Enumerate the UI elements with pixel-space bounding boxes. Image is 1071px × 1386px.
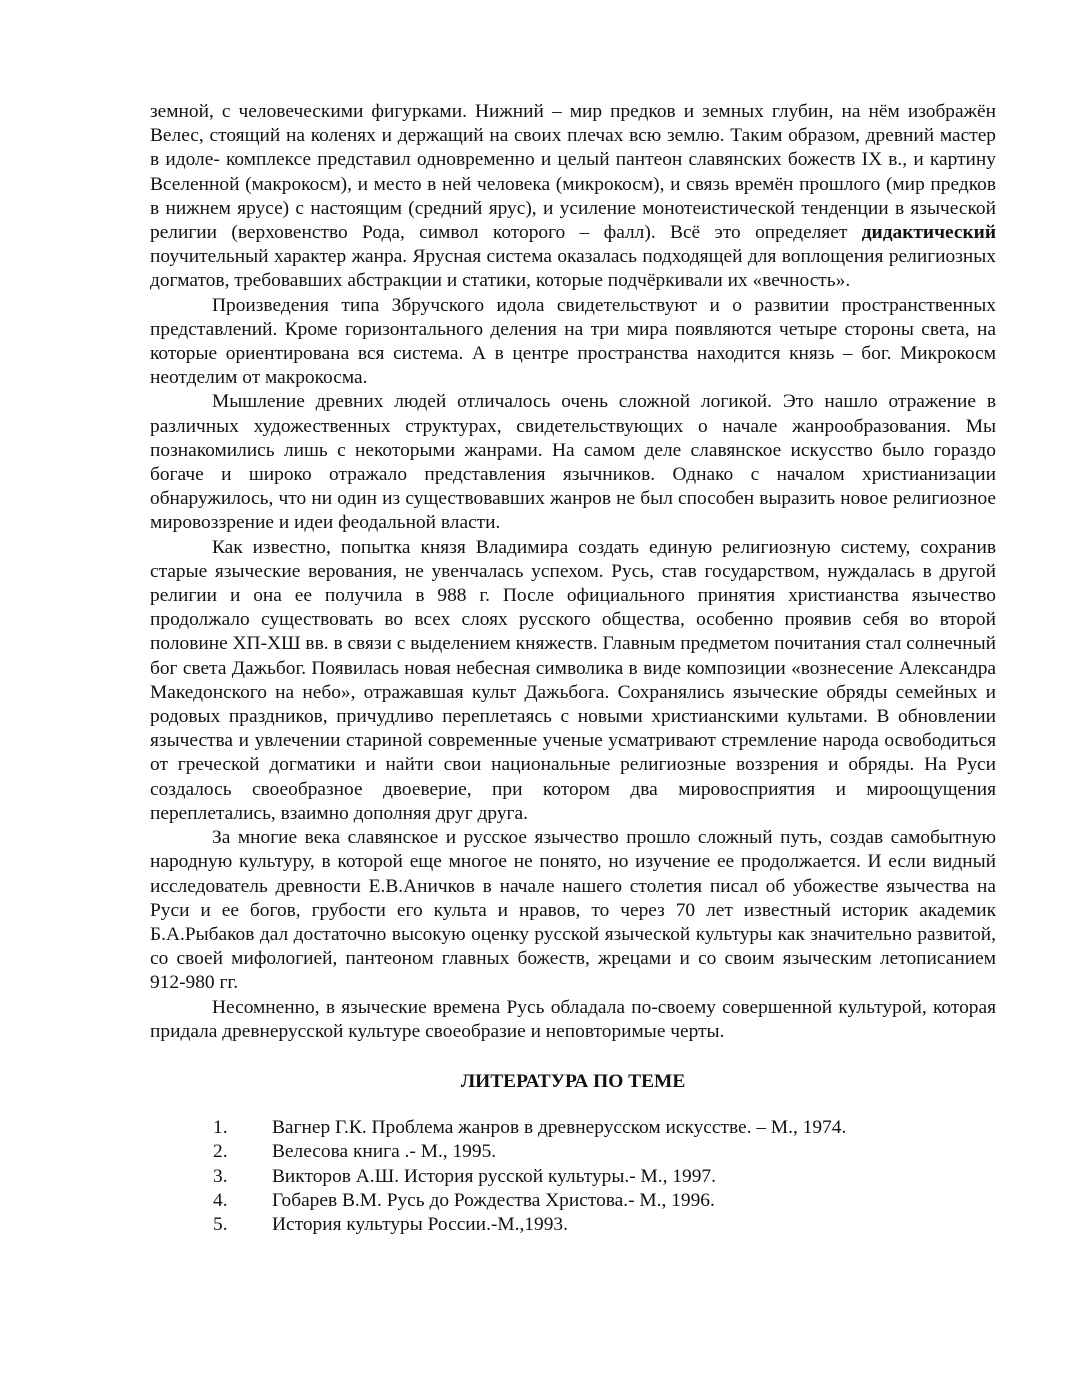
paragraph-6: Несомненно, в языческие времена Русь обладала по-своему совершенной культурой, которая придала древнерусской культуре своеобразие и неповторимые черты. (150, 996, 996, 1042)
paragraph-2: Произведения типа Збручского идола свидетельствуют и о развитии пространственных представлений. Кроме горизонтального деления на три мира появляются четыре стороны света, на которые ориентирована вся система. А в центре пространства находится князь – бог. Микрокосм неотделим от макрокосма. (150, 294, 996, 389)
paragraph-1-text-start: земной, с человеческими фигурками. Нижний – мир предков и земных глубин, на нём изображён Велес, стоящий на коленях и держащий на своих плечах всю землю. Таким образом, древний мастер в идоле- комплексе представил одновременно и целый пантеон славянских божеств IX в., и картину Вселенной (макрокосм), и место в ней человека (микрокосм), и связь времён прошлого (мир предков в нижнем ярусе) с настоящим (средний ярус), и усиление монотеистической тенденции в языческой религии (верховенство Рода, символ которого – фалл). Всё это определяет (150, 101, 996, 244)
reference-number: 2. (213, 1141, 228, 1163)
reference-text: Вагнер Г.К. Проблема жанров в древнерусском искусстве. – М., 1974. (272, 1117, 847, 1139)
reference-item (150, 1165, 996, 1189)
reference-text: История культуры России.-М.,1993. (272, 1213, 568, 1235)
references-list (150, 1116, 996, 1237)
references-heading: ЛИТЕРАТУРА ПО ТЕМЕ (460, 1070, 686, 1092)
paragraph-4: Как известно, попытка князя Владимира создать единую религиозную систему, сохранив старые языческие верования, не увенчалась успехом. Русь, став государством, нуждалась в другой религии и она ее получила в 988 г. После официального принятия христианства язычество продолжало существовать во всех слоях русского общества, особенно проявив себя во второй половине ХП-ХШ вв. в связи с выделением княжеств. Главным предметом почитания стал солнечный бог света Дажьбог. Появилась новая небесная символика в виде композиции «вознесение Александра Македонского на небо», отражавшая культ Дажьбога. Сохранялись языческие обряды семейных и родовых праздников, причудливо переплетаясь с новыми христианскими культами. В обновлении язычества и увлечении стариной современные ученые усматривают стремление народа освободиться от греческой догматики и найти свои национальные религиозные воззрения и обряды. На Руси создалось своеобразное двоеверие, при котором два мировосприятия и мироощущения переплетались, взаимно дополняя друг друга. (150, 536, 996, 824)
document-page (150, 100, 996, 1237)
reference-number: 5. (213, 1213, 228, 1235)
paragraph-1 (150, 100, 996, 294)
reference-item (150, 1116, 996, 1140)
reference-number: 4. (213, 1189, 228, 1211)
reference-text: Викторов А.Ш. История русской культуры.- М., 1997. (272, 1165, 716, 1187)
paragraph-3: Мышление древних людей отличалось очень сложной логикой. Это нашло отражение в различных художественных структурах, свидетельствующих о начале жанрообразования. Мы познакомились лишь с некоторыми жанрами. На самом деле славянское искусство было гораздо богаче и широко отражало представления язычников. Однако с началом христианизации обнаружилось, что ни один из существовавших жанров не был способен выразить новое религиозное мировоззрение и идеи феодальной власти. (150, 391, 996, 534)
reference-number: 1. (213, 1117, 228, 1139)
bold-term: дидактический (861, 222, 996, 244)
reference-text: Гобарев В.М. Русь до Рождества Христова.- М., 1996. (272, 1189, 715, 1211)
reference-item (150, 1213, 996, 1237)
paragraph-5: За многие века славянское и русское язычество прошло сложный путь, создав самобытную народную культуру, в которой еще многое не понято, но изучение ее продолжается. И если видный исследователь древности Е.В.Аничков в начале нашего столетия писал об убожестве язычества на Руси и ее богов, грубости его культа и нравов, то через 70 лет известный историк академик Б.А.Рыбаков дал достаточно высокую оценку русской языческой культуры как значительно развитой, со своей мифологией, пантеоном главных божеств, жрецами и со своим языческим летописанием 912-980 гг. (150, 827, 996, 994)
reference-text: Велесова книга .- М., 1995. (272, 1141, 497, 1163)
reference-number: 3. (213, 1165, 228, 1187)
reference-item (150, 1140, 996, 1164)
reference-item (150, 1189, 996, 1213)
paragraph-1-text-end: поучительный характер жанра. Ярусная система оказалась подходящей для воплощения религиозных догматов, требовавших абстракции и статики, которые подчёркивали их «вечность». (150, 246, 996, 292)
